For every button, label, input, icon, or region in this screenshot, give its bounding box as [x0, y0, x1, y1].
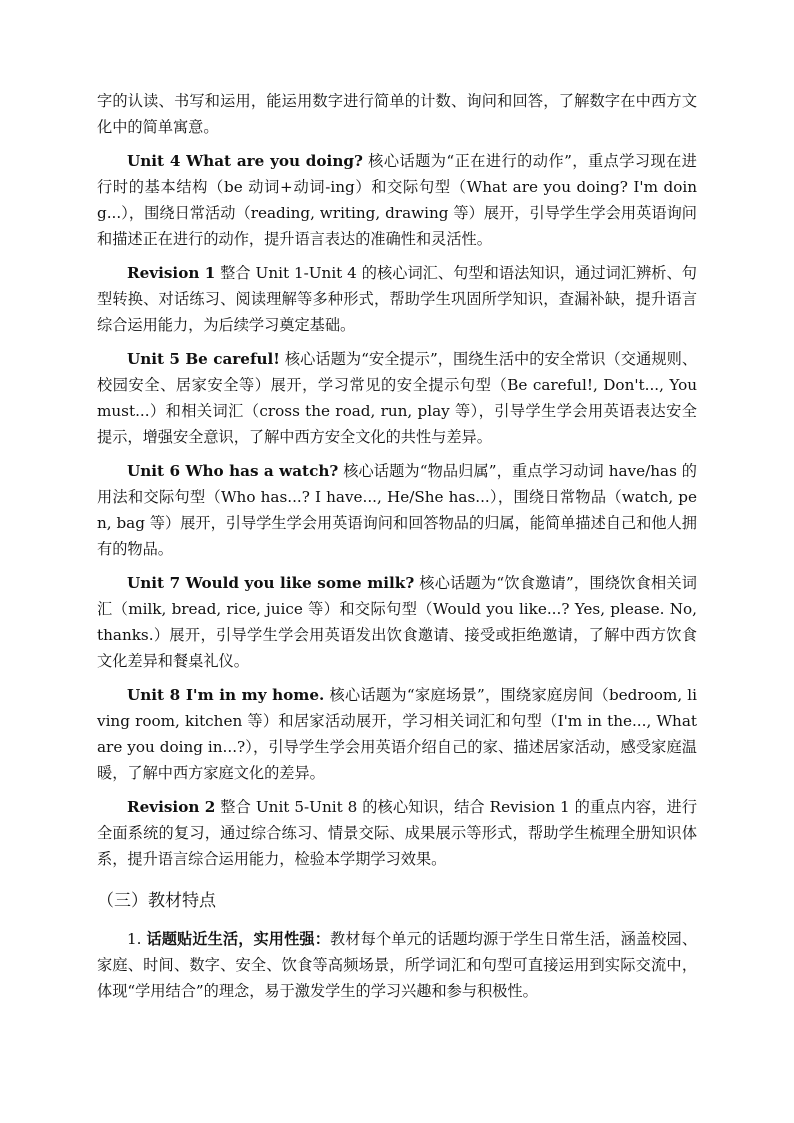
intro-paragraph: 字的认读、书写和运用，能运用数字进行简单的计数、询问和回答，了解数字在中西方文化中的简单寓意。	[97, 92, 697, 136]
unit-8-paragraph	[97, 682, 697, 786]
revision-2-paragraph	[97, 794, 697, 872]
unit-4-paragraph	[97, 148, 697, 252]
unit-6-title: Unit 6 Who has a watch?	[127, 462, 339, 480]
feature-1-text: 教材每个单元的话题均源于学生日常生活，涵盖校园、家庭、时间、数字、安全、饮食等高频场景，所学词汇和句型可直接运用到实际交流中，体现“学用结合”的理念，易于激发学生的学习兴趣和参与积极性。	[97, 930, 698, 1000]
revision-2-title: Revision 2	[127, 798, 216, 816]
document-page	[97, 88, 697, 1012]
revision-1-paragraph	[97, 260, 697, 338]
revision-1-text: 整合 Unit 1-Unit 4 的核心词汇、句型和语法知识，通过词汇辨析、句型转换、对话练习、阅读理解等多种形式，帮助学生巩固所学知识，查漏补缺，提升语言综合运用能力，为后续学习奠定基础。	[97, 264, 697, 334]
unit-6-text: 核心话题为“物品归属”，重点学习动词 have/has 的用法和交际句型（Who has...? I have..., He/She has...），围绕日常物品（watch, pen, bag 等）展开，引导学生学会用英语询问和回答物品的归属，能简单描述自己和他人拥有的物品。	[97, 462, 697, 558]
feature-1-title: 话题贴近生活，实用性强：	[146, 930, 330, 948]
unit-7-title: Unit 7 Would you like some milk?	[127, 574, 415, 592]
revision-1-title: Revision 1	[127, 264, 216, 282]
unit-7-paragraph	[97, 570, 697, 674]
revision-2-text: 整合 Unit 5-Unit 8 的核心知识，结合 Revision 1 的重点内容，进行全面系统的复习，通过综合练习、情景交际、成果展示等形式，帮助学生梳理全册知识体系，提升语言综合运用能力，检验本学期学习效果。	[97, 798, 698, 868]
unit-4-text: 核心话题为“正在进行的动作”，重点学习现在进行时的基本结构（be 动词+动词-ing）和交际句型（What are you doing? I'm doing...），围绕日常活动（reading, writing, drawing 等）展开，引导学生学会用英语询问和描述正在进行的动作，提升语言表达的准确性和灵活性。	[97, 152, 697, 248]
section-heading: （三）教材特点	[97, 891, 216, 911]
unit-5-paragraph	[97, 346, 697, 450]
unit-4-title: Unit 4 What are you doing?	[127, 152, 363, 170]
unit-8-text: 核心话题为“家庭场景”，围绕家庭房间（bedroom, living room, kitchen 等）和居家活动展开，学习相关词汇和句型（I'm in the..., What are you doing in...?），引导学生学会用英语介绍自己的家、描述居家活动，感受家庭温暖，了解中西方家庭文化的差异。	[97, 686, 697, 782]
feature-1-number: 1.	[127, 930, 147, 948]
unit-5-text: 核心话题为“安全提示”，围绕生活中的安全常识（交通规则、校园安全、居家安全等）展开，学习常见的安全提示句型（Be careful!, Don't..., You must...）和相关词汇（cross the road, run, play 等），引导学生学会用英语表达安全提示，增强安全意识，了解中西方安全文化的共性与差异。	[97, 350, 698, 446]
unit-6-paragraph	[97, 458, 697, 562]
unit-8-title: Unit 8 I'm in my home.	[127, 686, 325, 704]
feature-1-paragraph	[97, 926, 697, 1004]
unit-5-title: Unit 5 Be careful!	[127, 350, 280, 368]
unit-7-text: 核心话题为“饮食邀请”，围绕饮食相关词汇（milk, bread, rice, juice 等）和交际句型（Would you like...? Yes, please. No, thanks.）展开，引导学生学会用英语发出饮食邀请、接受或拒绝邀请，了解中西方饮食文化差异和餐桌礼仪。	[97, 574, 697, 670]
